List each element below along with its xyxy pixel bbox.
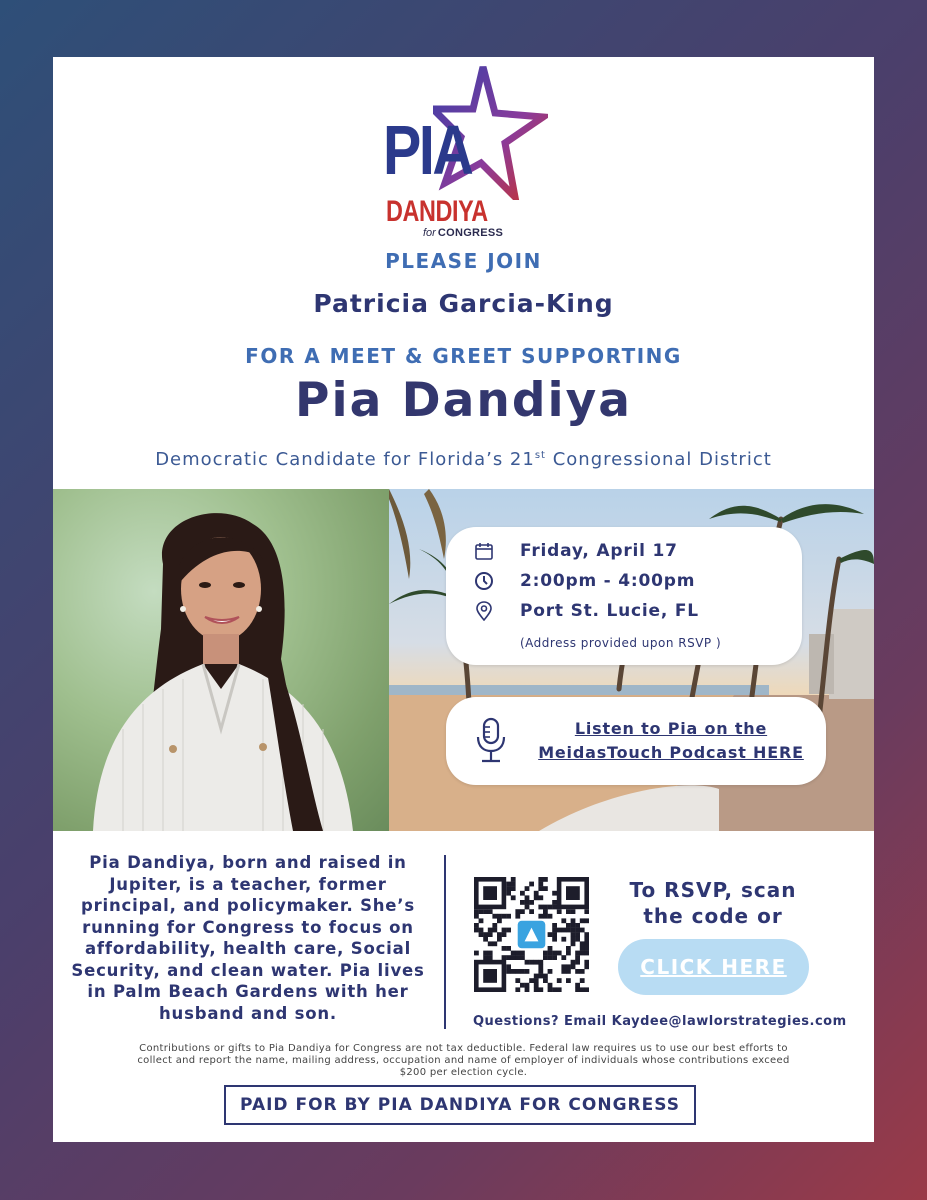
flyer-sheet <box>53 57 874 1142</box>
logo-congress-word: CONGRESS <box>437 227 504 239</box>
podcast-card[interactable] <box>446 697 826 785</box>
host-name: Patricia Garcia-King <box>313 289 614 318</box>
clock-icon <box>474 571 494 591</box>
event-time: 2:00pm - 4:00pm <box>520 571 696 591</box>
district-prefix: Democratic Candidate for Florida’s 21 <box>155 449 535 470</box>
rsvp-line2: the code or <box>643 904 783 928</box>
address-note: (Address provided upon RSVP ) <box>520 636 722 650</box>
rsvp-instructions <box>613 877 813 929</box>
time-row <box>474 569 494 593</box>
campaign-logo <box>383 65 548 245</box>
date-row <box>474 539 494 563</box>
district-suffix: Congressional District <box>545 449 772 470</box>
location-pin-icon <box>474 601 494 621</box>
qr-code[interactable] <box>474 877 589 992</box>
supporting-heading: FOR A MEET & GREET SUPPORTING <box>245 344 682 368</box>
event-date: Friday, April 17 <box>520 541 678 561</box>
candidate-name: Pia Dandiya <box>295 373 632 428</box>
event-details-card <box>446 527 802 665</box>
rsvp-line1: To RSVP, scan <box>629 878 797 902</box>
please-join-heading: PLEASE JOIN <box>385 249 542 273</box>
calendar-icon <box>474 541 494 561</box>
district-sup: st <box>534 450 546 461</box>
logo-pia-text: PIA <box>383 111 472 189</box>
event-location: Port St. Lucie, FL <box>520 601 699 621</box>
legal-disclaimer: Contributions or gifts to Pia Dandiya for Congress are not tax deductible. Federal law requires us to use our best efforts to collect and report the name, mailing address, occupation and name of employer of individuals whose contributions exceed $200 per election cycle. <box>137 1043 790 1078</box>
logo-dandiya-text: DANDIYA <box>386 195 488 228</box>
location-row <box>474 599 494 623</box>
podcast-link[interactable] <box>526 717 816 765</box>
candidate-bio: Pia Dandiya, born and raised in Jupiter, is a teacher, former principal, and policymaker. She’s running for Congress to focus on affordability, health care, Social Security, and clean water. Pia lives in Palm Beach Gardens with her husband and son. <box>71 853 425 1023</box>
section-divider <box>444 855 446 1029</box>
click-here-button[interactable]: CLICK HERE <box>618 939 809 995</box>
qr-code-graphic <box>474 877 589 992</box>
beach-photo <box>389 489 874 831</box>
questions-email[interactable]: Questions? Email Kaydee@lawlorstrategies.com <box>473 1014 847 1029</box>
candidate-photo-illustration <box>53 489 389 831</box>
district-line <box>53 449 874 470</box>
logo-for-congress <box>423 228 503 239</box>
paid-for-box: PAID FOR BY PIA DANDIYA FOR CONGRESS <box>224 1085 696 1125</box>
microphone-icon <box>474 717 508 767</box>
podcast-link-line1[interactable]: Listen to Pia on the <box>574 719 768 738</box>
logo-for-word: for <box>423 227 436 239</box>
candidate-photo <box>53 489 389 831</box>
podcast-link-line2[interactable]: MeidasTouch Podcast HERE <box>538 743 804 762</box>
